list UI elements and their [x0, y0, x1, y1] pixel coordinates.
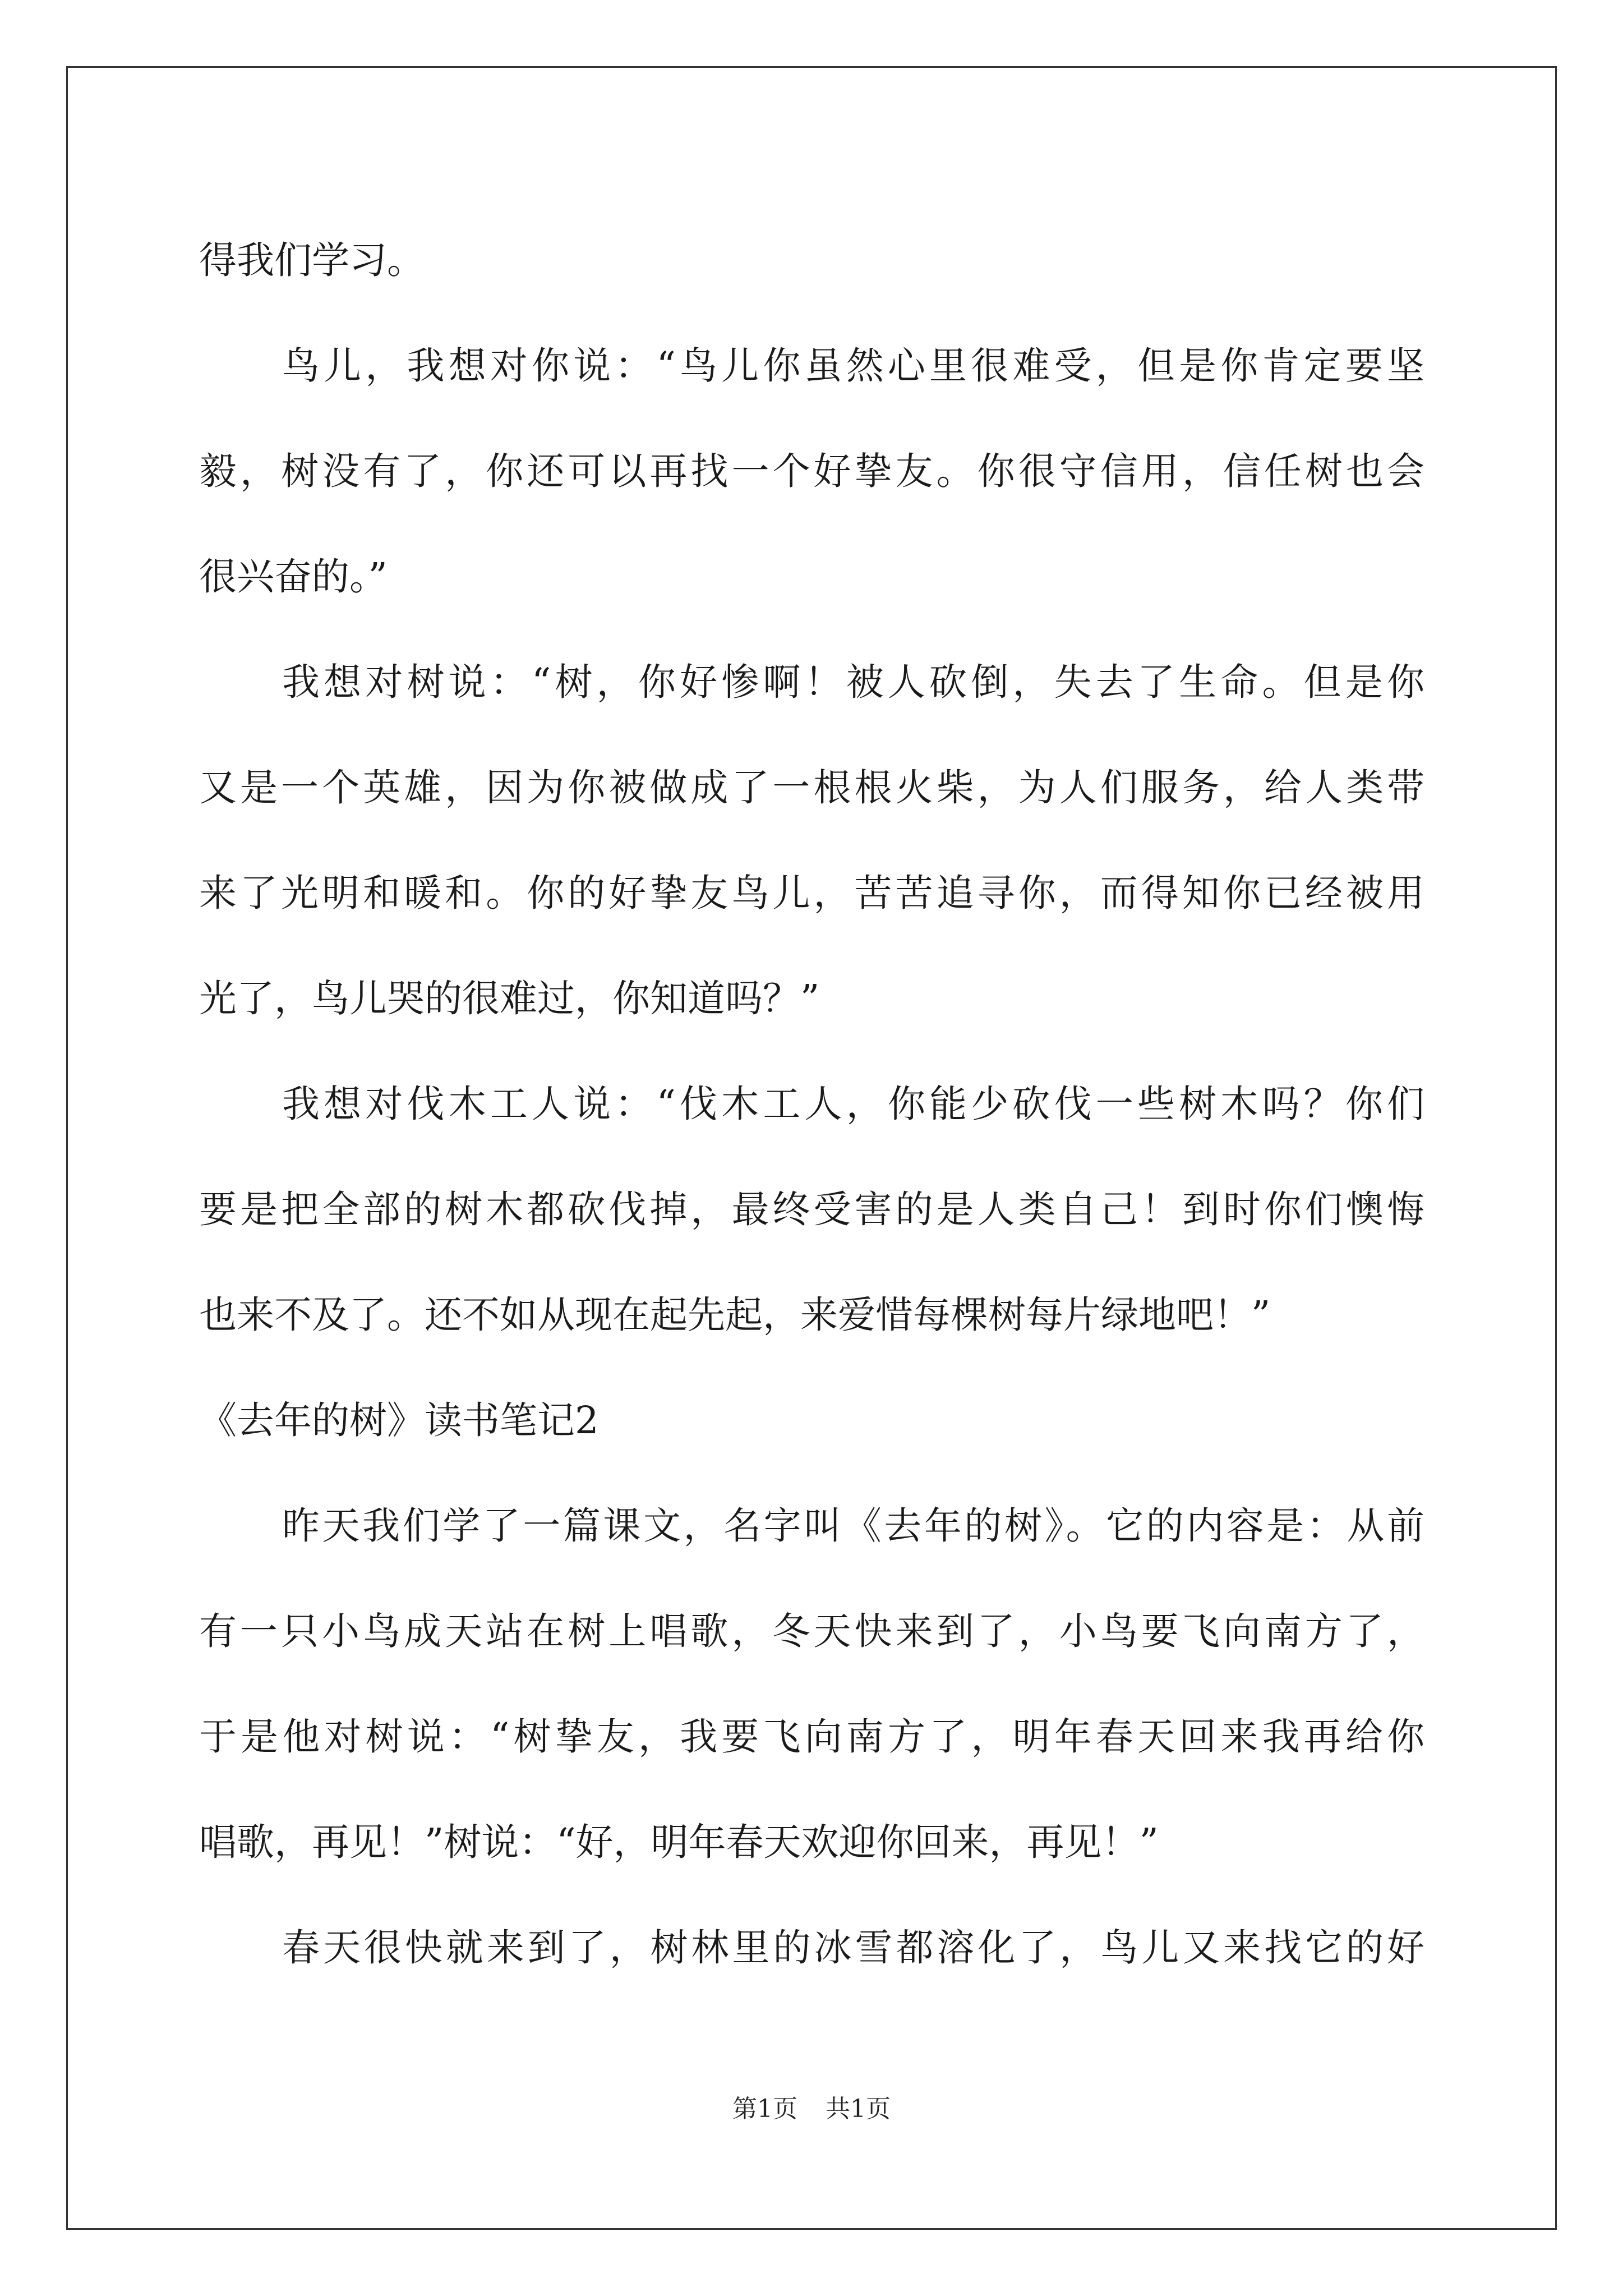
document-body	[199, 208, 1424, 2000]
text-line: 鸟儿，我想对你说：“鸟儿你虽然心里很难受，但是你肯定要坚	[282, 344, 1424, 388]
text-line: 来了光明和暖和。你的好挚友鸟儿，苦苦追寻你，而得知你已经被用	[199, 871, 1424, 915]
text-line: 要是把全部的树木都砍伐掉，最终受害的是人类自己！到时你们懊悔	[199, 1188, 1424, 1231]
text-line: 于是他对树说：“树挚友，我要飞向南方了，明年春天回来我再给你	[199, 1715, 1424, 1759]
text-line: 昨天我们学了一篇课文，名字叫《去年的树》。它的内容是：从前	[282, 1504, 1424, 1548]
text-line: 又是一个英雄，因为你被做成了一根根火柴，为人们服务，给人类带	[199, 766, 1424, 809]
page-footer	[0, 2092, 1623, 2126]
text-line: 我想对树说：“树，你好惨啊！被人砍倒，失去了生命。但是你	[282, 660, 1424, 704]
text-line: 也来不及了。还不如从现在起先起，来爱惜每棵树每片绿地吧！”	[199, 1293, 1271, 1337]
text-line: 我想对伐木工人说：“伐木工人，你能少砍伐一些树木吗？你们	[282, 1082, 1424, 1126]
page-number: 第1页	[732, 2095, 797, 2123]
text-line: 得我们学习。	[199, 238, 425, 282]
text-line: 春天很快就来到了，树林里的冰雪都溶化了，鸟儿又来找它的好	[282, 1926, 1424, 1970]
text-line: 毅，树没有了，你还可以再找一个好挚友。你很守信用，信任树也会	[199, 449, 1424, 493]
text-line: 光了，鸟儿哭的很难过，你知道吗？”	[199, 977, 820, 1020]
section-heading: 《去年的树》读书笔记2	[199, 1398, 599, 1442]
text-line: 有一只小鸟成天站在树上唱歌，冬天快来到了，小鸟要飞向南方了，	[199, 1609, 1424, 1653]
page-total: 共1页	[826, 2095, 891, 2123]
text-line: 唱歌，再见！”树说：“好，明年春天欢迎你回来，再见！”	[199, 1820, 1159, 1864]
text-line: 很兴奋的。”	[199, 555, 388, 599]
